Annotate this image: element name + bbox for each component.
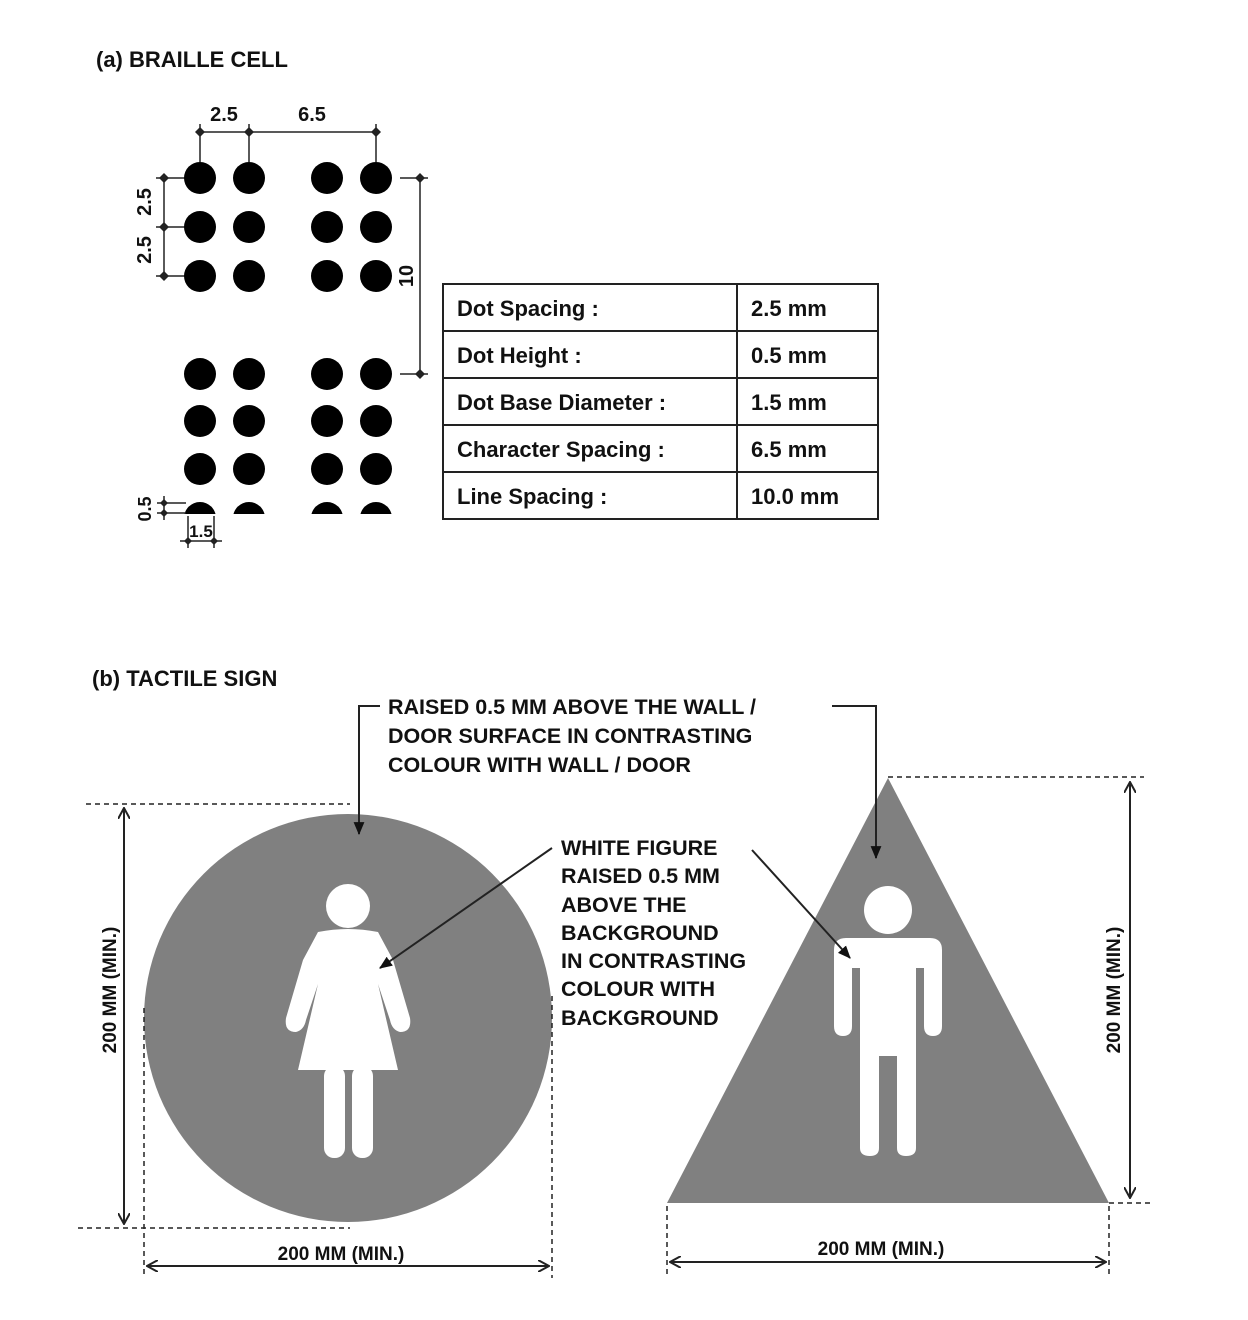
braille-dot (233, 211, 265, 243)
circle-height-label: 200 MM (MIN.) (100, 926, 121, 1054)
circle-width-label: 200 MM (MIN.) (277, 1244, 405, 1265)
spec-label: Character Spacing : (457, 437, 665, 462)
raised-note (388, 695, 756, 777)
raised-note-line: RAISED 0.5 MM ABOVE THE WALL / (388, 695, 756, 719)
figure-note-line: IN CONTRASTING (561, 949, 747, 973)
braille-dot (233, 453, 265, 485)
dot-spacing-h-label: 2.5 (210, 104, 238, 126)
braille-dot (360, 405, 392, 437)
braille-dot (360, 502, 392, 534)
figure-note-line: RAISED 0.5 MM (561, 864, 720, 888)
spec-label: Dot Spacing : (457, 296, 599, 321)
braille-dot (311, 162, 343, 194)
dot-height-label: 0.5 (135, 496, 155, 522)
triangle-height-label: 200 MM (MIN.) (1104, 926, 1125, 1054)
dot-height-dimension (157, 496, 186, 520)
braille-dot (184, 211, 216, 243)
figure-note (561, 836, 746, 1030)
braille-dot (311, 453, 343, 485)
spec-label: Line Spacing : (457, 484, 608, 509)
spec-value: 0.5 mm (751, 343, 827, 368)
braille-dot (233, 260, 265, 292)
triangle-width-label: 200 MM (MIN.) (817, 1239, 945, 1260)
spec-value: 1.5 mm (751, 390, 827, 415)
braille-dot (311, 502, 343, 534)
braille-dot (184, 358, 216, 390)
triangle-sign (667, 778, 1109, 1203)
spec-table-row (457, 437, 827, 462)
spec-value: 2.5 mm (751, 296, 827, 321)
braille-dot (360, 260, 392, 292)
braille-dot (233, 405, 265, 437)
horizontal-dimension (195, 124, 381, 162)
section-a-title: (a) BRAILLE CELL (96, 47, 288, 72)
figure-note-line: ABOVE THE (561, 893, 687, 917)
raised-note-line: DOOR SURFACE IN CONTRASTING (388, 724, 753, 748)
braille-dot (311, 358, 343, 390)
braille-dot (360, 358, 392, 390)
spec-label: Dot Height : (457, 343, 582, 368)
raised-note-line: COLOUR WITH WALL / DOOR (388, 753, 691, 777)
line-spacing-label: 10 (396, 264, 418, 288)
figure-note-line: BACKGROUND (561, 1006, 719, 1030)
braille-dot (233, 358, 265, 390)
figure-note-line: COLOUR WITH (561, 977, 716, 1001)
figure-note-line: WHITE FIGURE (561, 836, 718, 860)
braille-dot (184, 405, 216, 437)
spec-value: 6.5 mm (751, 437, 827, 462)
braille-dot (311, 211, 343, 243)
braille-dot (360, 162, 392, 194)
braille-dot (184, 260, 216, 292)
circle-sign (144, 814, 552, 1222)
braille-dot (184, 162, 216, 194)
spec-value: 10.0 mm (751, 484, 840, 509)
braille-dots (184, 162, 392, 534)
dot-spacing-v1-label: 2.5 (134, 188, 156, 216)
braille-dot (311, 405, 343, 437)
braille-dot (233, 502, 265, 534)
spec-table-row (457, 390, 827, 415)
braille-dot (233, 162, 265, 194)
braille-dot (184, 453, 216, 485)
figure-note-line: BACKGROUND (561, 921, 719, 945)
section-b-title: (b) TACTILE SIGN (92, 666, 278, 691)
dot-base-label: 1.5 (189, 522, 213, 541)
dot-spacing-v2-label: 2.5 (134, 236, 156, 264)
braille-dot (360, 211, 392, 243)
braille-dot (311, 260, 343, 292)
spec-label: Dot Base Diameter : (457, 390, 667, 415)
braille-dot (360, 453, 392, 485)
char-spacing-label: 6.5 (298, 104, 326, 126)
